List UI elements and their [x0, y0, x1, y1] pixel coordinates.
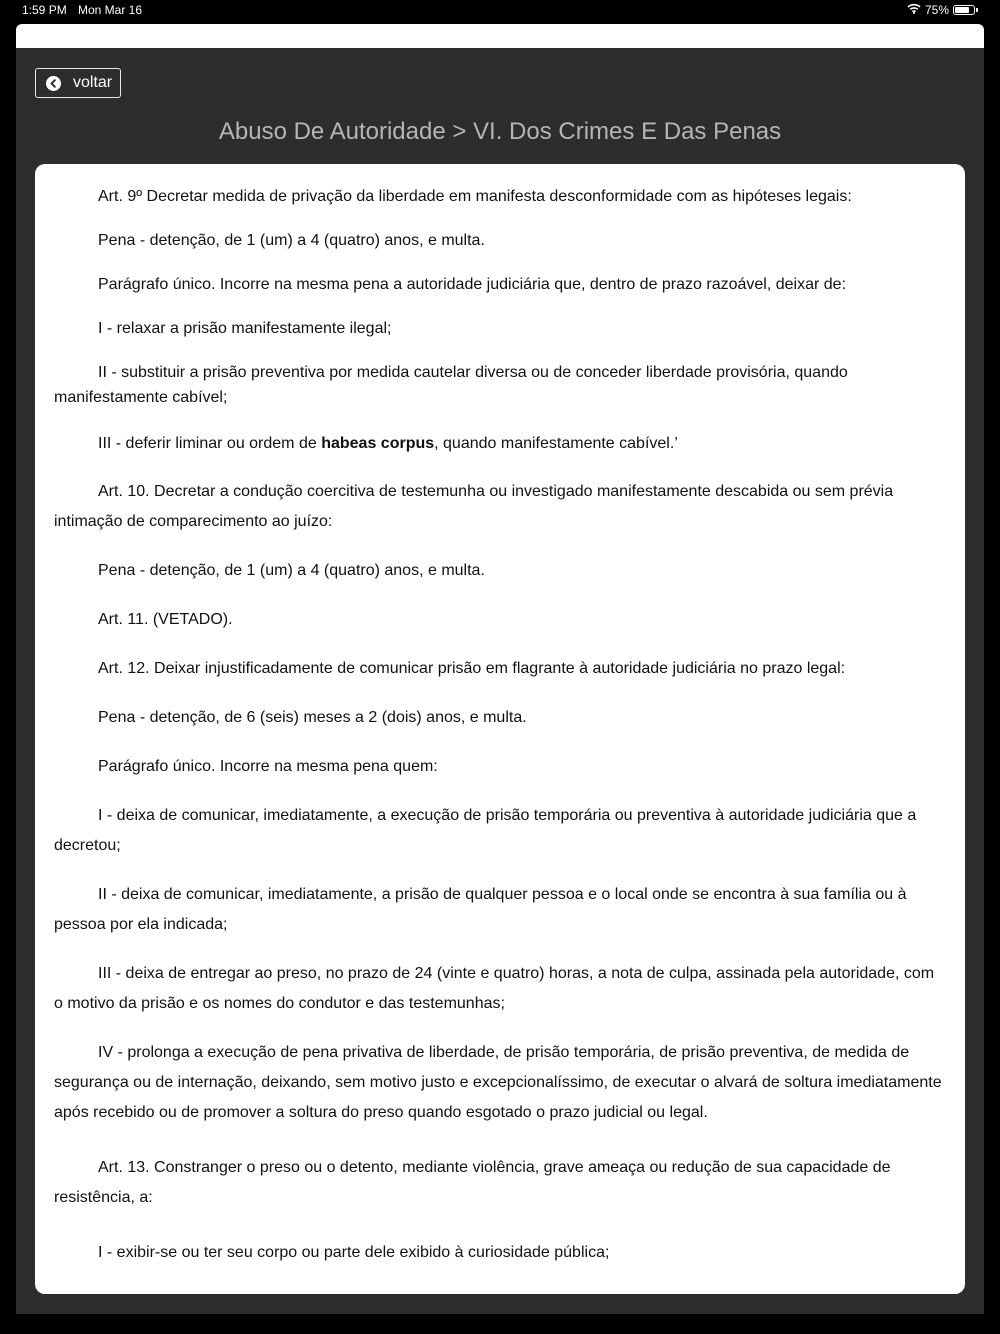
paragraph: II - substituir a prisão preventiva por medida cautelar diversa ou de conceder liberdade provisória, quando manifestamente cabível; [54, 364, 848, 406]
paragraph: I - relaxar a prisão manifestamente ilegal; [98, 320, 392, 337]
top-bar [16, 24, 984, 48]
paragraph [54, 431, 945, 456]
paragraph: Pena - detenção, de 1 (um) a 4 (quatro) anos, e multa. [98, 562, 485, 579]
status-bar [0, 0, 1000, 22]
chevron-left-icon [46, 76, 61, 91]
habeas-corpus-term: habeas corpus [321, 435, 435, 452]
paragraph: III - deixa de entregar ao preso, no prazo de 24 (vinte e quatro) horas, a nota de culpa, assinada pela autoridade, com o motivo da prisão e os nomes do condutor e das testemunhas; [54, 965, 935, 1012]
paragraph: Art. 13. Constranger o preso ou o detento, mediante violência, grave ameaça ou redução de sua capacidade de resistência, a: [54, 1159, 891, 1206]
paragraph: Art. 12. Deixar injustificadamente de comunicar prisão em flagrante à autoridade judiciária no prazo legal: [98, 660, 846, 677]
paragraph: Pena - detenção, de 1 (um) a 4 (quatro) anos, e multa. [98, 232, 485, 249]
battery-icon [953, 5, 975, 15]
page-title: Abuso De Autoridade > VI. Dos Crimes E Das Penas [218, 118, 782, 145]
paragraph: Parágrafo único. Incorre na mesma pena a autoridade judiciária que, dentro de prazo razoável, deixar de: [98, 276, 847, 293]
paragraph: I - exibir-se ou ter seu corpo ou parte dele exibido à curiosidade pública; [98, 1244, 610, 1261]
status-time: 1:59 PM [22, 3, 67, 17]
back-button[interactable] [35, 68, 121, 98]
paragraph: Art. 11. (VETADO). [98, 611, 233, 628]
paragraph-text: III - deferir liminar ou ordem de [98, 435, 322, 452]
battery-percent: 75% [924, 3, 949, 17]
paragraph: II - deixa de comunicar, imediatamente, a prisão de qualquer pessoa e o local onde se encontra à sua família ou à pessoa por ela indicada; [54, 886, 907, 933]
paragraph: IV - prolonga a execução de pena privativa de liberdade, de prisão temporária, de prisão preventiva, de medida de segurança ou de internação, deixando, sem motivo justo e excepcionalíssimo, de executar o alvará de soltura imediatamente após recebido ou de promover a soltura do preso quando esgotado o prazo judicial ou legal. [54, 1044, 942, 1121]
status-date: Mon Mar 16 [78, 3, 143, 17]
paragraph: Art. 9º Decretar medida de privação da liberdade em manifesta desconformidade com as hipóteses legais: [98, 188, 852, 205]
battery-tip [976, 8, 978, 12]
article-content [35, 164, 965, 1294]
status-indicators [907, 3, 978, 17]
wifi-icon [907, 3, 921, 17]
paragraph: Parágrafo único. Incorre na mesma pena quem: [98, 758, 438, 775]
paragraph: Pena - detenção, de 6 (seis) meses a 2 (dois) anos, e multa. [98, 709, 527, 726]
paragraph-text: , quando manifestamente cabível.’ [434, 435, 678, 452]
battery-level [955, 7, 969, 13]
paragraph: Art. 10. Decretar a condução coercitiva de testemunha ou investigado manifestamente descabida ou sem prévia intimação de comparecimento ao juízo: [54, 483, 894, 530]
paragraph: I - deixa de comunicar, imediatamente, a execução de prisão temporária ou preventiva à autoridade judiciária que a decretou; [54, 807, 917, 854]
back-label: voltar [73, 74, 113, 91]
app-window [16, 24, 984, 1314]
